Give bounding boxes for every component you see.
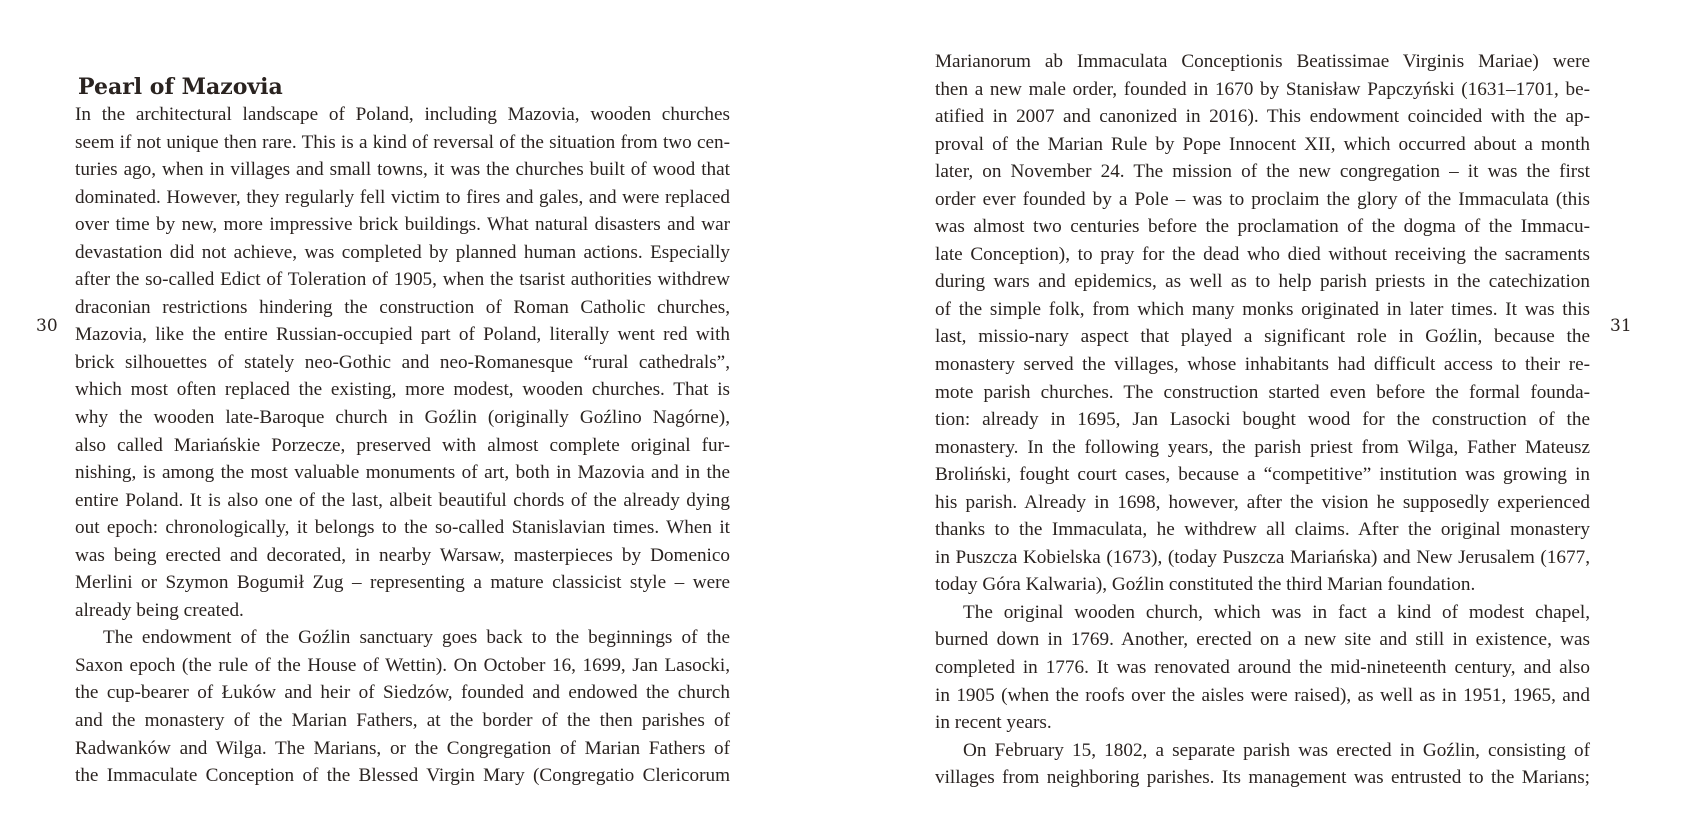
section-heading: Pearl of Mazovia [78,74,283,100]
text-line: was almost two centuries before the proclamation of the dogma of the Immacu- [935,216,1590,238]
text-line: brick silhouettes of stately neo-Gothic and neo-Romanesque “rural cathedrals”, [75,351,730,373]
text-line: already being created. [75,599,244,621]
text-line: burned down in 1769. Another, erected on a new site and still in existence, was [935,629,1590,651]
text-line: over time by new, more impressive brick buildings. What natural disasters and war [75,214,730,236]
text-line: entire Poland. It is also one of the last, albeit beautiful chords of the already dying [75,489,730,511]
text-line: Merlini or Szymon Bogumił Zug – representing a mature classicist style – were [75,572,730,594]
text-line: his parish. Already in 1698, however, after the vision he supposedly experienced [935,491,1590,513]
text-line: seem if not unique then rare. This is a kind of reversal of the situation from two cen- [75,131,730,153]
text-line: The endowment of the Goźlin sanctuary goes back to the beginnings of the [103,627,730,649]
text-line: why the wooden late-Baroque church in Goźlin (originally Goźlino Nagórne), [75,407,730,429]
text-line: the cup-bearer of Łuków and heir of Siedzów, founded and endowed the church [75,682,730,704]
text-line: Marianorum ab Immaculata Conceptionis Beatissimae Virginis Mariae) were [935,51,1590,72]
text-line: last, missio-nary aspect that played a significant role in Goźlin, because the [935,326,1590,348]
text-line: completed in 1776. It was renovated around the mid-nineteenth century, and also [935,657,1590,679]
text-line: of the simple folk, from which many monks originated in later times. It was this [935,298,1590,320]
text-line: monastery served the villages, whose inhabitants had difficult access to their re- [935,354,1590,376]
right-page [844,0,1688,830]
text-line: after the so-called Edict of Toleration of 1905, when the tsarist authorities withdrew [75,269,730,291]
text-line: dominated. However, they regularly fell victim to fires and gales, and were replaced [75,186,730,208]
text-line: order ever founded by a Pole – was to proclaim the glory of the Immaculata (this [935,188,1590,210]
page-number-right: 31 [1610,316,1632,336]
text-line: out epoch: chronologically, it belongs to the so-called Stanislavian times. When it [75,517,730,539]
text-line: which most often replaced the existing, more modest, wooden churches. That is [75,379,730,401]
text-line: and the monastery of the Marian Fathers, at the border of the then parishes of [75,710,730,732]
text-line: On February 15, 1802, a separate parish was erected in Goźlin, consisting of [963,739,1590,761]
text-line: The original wooden church, which was in fact a kind of modest chapel, [963,601,1590,623]
text-line: later, on November 24. The mission of the new congregation – it was the first [935,161,1590,183]
text-line: villages from neighboring parishes. Its management was entrusted to the Marians; [935,767,1590,789]
text-line: tion: already in 1695, Jan Lasocki bought wood for the construction of the [935,409,1590,431]
text-line: nishing, is among the most valuable monuments of art, both in Mazovia and in the [75,462,730,484]
text-line: the Immaculate Conception of the Blessed Virgin Mary (Congregatio Clericorum [75,765,730,787]
text-line: in Puszcza Kobielska (1673), (today Puszcza Mariańska) and New Jerusalem (1677, [935,546,1590,568]
text-line: today Góra Kalwaria), Goźlin constituted the third Marian foundation. [935,574,1476,596]
text-line: also called Mariańskie Porzecze, preserved with almost complete original fur- [75,434,730,456]
text-line: late Conception), to pray for the dead who died without receiving the sacraments [935,243,1590,265]
text-line: draconian restrictions hindering the construction of Roman Catholic churches, [75,296,730,318]
text-line: atified in 2007 and canonized in 2016). This endowment coincided with the ap- [935,106,1590,128]
text-line: thanks to the Immaculata, he withdrew all claims. After the original monastery [935,519,1590,541]
text-line: turies ago, when in villages and small towns, it was the churches built of wood that [75,159,730,181]
text-line: then a new male order, founded in 1670 by Stanisław Papczyński (1631–1701, be- [935,78,1590,100]
text-line: In the architectural landscape of Poland, including Mazovia, wooden churches [75,104,730,125]
text-line: was being erected and decorated, in nearby Warsaw, masterpieces by Domenico [75,544,730,566]
text-line: Radwanków and Wilga. The Marians, or the Congregation of Marian Fathers of [75,737,730,759]
text-line: Saxon epoch (the rule of the House of Wettin). On October 16, 1699, Jan Lasocki, [75,654,730,676]
left-text-column [75,101,730,790]
text-line: during wars and epidemics, as well as to help parish priests in the catechization [935,271,1590,293]
text-line: Broliński, fought court cases, because a “competitive” institution was growing in [935,464,1590,486]
text-line: Mazovia, like the entire Russian-occupied part of Poland, literally went red with [75,324,730,346]
text-line: proval of the Marian Rule by Pope Innocent XII, which occurred about a month [935,133,1590,155]
right-text-column [935,48,1590,792]
text-line: monastery. In the following years, the parish priest from Wilga, Father Mateusz [935,436,1590,458]
text-line: in 1905 (when the roofs over the aisles were raised), as well as in 1951, 1965, and [935,684,1590,706]
text-line: in recent years. [935,712,1052,734]
page-number-left: 30 [36,316,58,336]
text-line: mote parish churches. The construction started even before the formal founda- [935,381,1590,403]
text-line: devastation did not achieve, was completed by planned human actions. Especially [75,241,730,263]
